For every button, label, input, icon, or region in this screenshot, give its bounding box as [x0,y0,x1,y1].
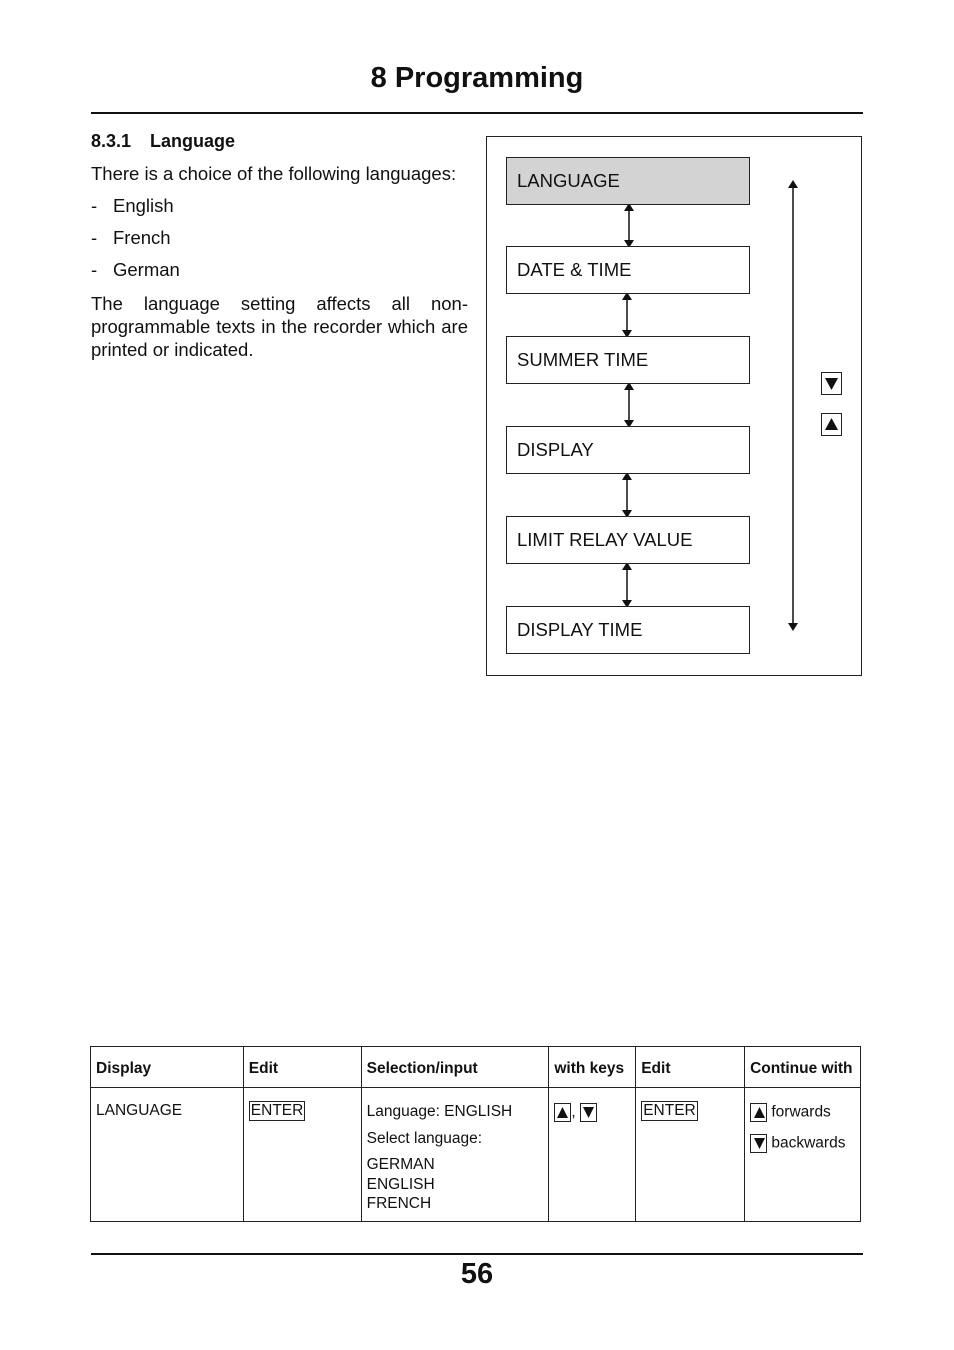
continue-backwards: backwards [750,1134,860,1153]
keys-separator: , [571,1103,576,1121]
selection-option: FRENCH [366,1195,432,1212]
selection-prompt: Select language: [366,1129,483,1147]
cell-continue [745,1088,861,1222]
list-item: - English [91,195,174,216]
cell-selection [361,1088,549,1222]
column-header: with keys [549,1047,636,1088]
enter-key: ENTER [643,1102,696,1119]
page-title: 8 Programming [370,62,584,94]
menu-item-date-time: DATE & TIME [506,246,750,294]
list-item: - German [91,259,180,280]
menu-item-limit-relay-value: LIMIT RELAY VALUE [506,516,750,564]
menu-item-display-time: DISPLAY TIME [506,606,750,654]
column-header: Display [91,1047,244,1088]
menu-item-summer-time: SUMMER TIME [506,336,750,384]
down-key-icon [750,1134,767,1153]
selection-current: Language: ENGLISH [366,1103,513,1120]
page-number: 56 [460,1258,494,1290]
selection-option: ENGLISH [366,1175,435,1193]
footer-rule [91,1253,863,1255]
description-text: The language setting affects all non-programmable texts in the recorder which are printed or indicated. [91,293,468,360]
menu-item-language: LANGUAGE [506,157,750,205]
cell-keys [549,1088,636,1222]
table-row [91,1088,861,1222]
column-header: Selection/input [361,1047,549,1088]
menu-item-display: DISPLAY [506,426,750,474]
cell-display: LANGUAGE [91,1088,244,1222]
list-item: - French [91,227,171,248]
selection-option: GERMAN [366,1156,435,1173]
column-header: Continue with [745,1047,861,1088]
up-key-icon [821,413,842,436]
intro-text: There is a choice of the following languages: [91,163,457,184]
cell-edit2 [636,1088,745,1222]
column-header: Edit [243,1047,361,1088]
up-key-icon [554,1103,571,1122]
enter-key: ENTER [250,1102,304,1119]
up-key-icon [750,1103,767,1122]
section-title: Language [150,131,236,151]
down-key-icon [821,372,842,395]
table-header-row [91,1047,861,1088]
column-header: Edit [636,1047,745,1088]
cell-edit [243,1088,361,1222]
section-number: 8.3.1 [91,131,132,151]
down-key-icon [580,1103,597,1122]
continue-forwards: forwards [750,1103,860,1122]
key-table [90,1046,861,1222]
